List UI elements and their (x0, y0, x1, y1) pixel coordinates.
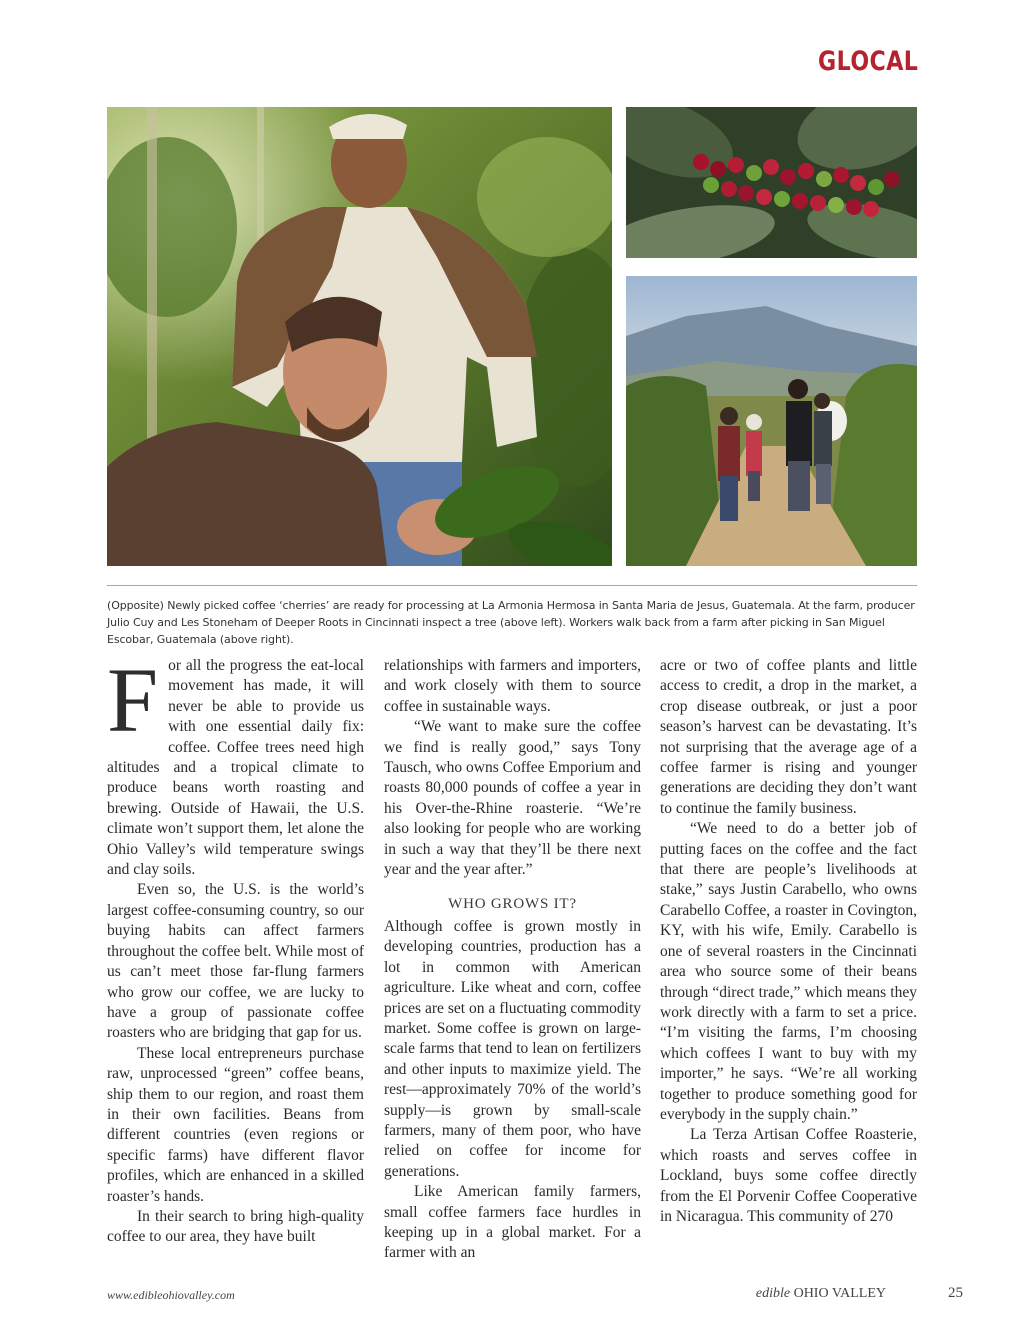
drop-cap: F (107, 649, 159, 751)
page-number: 25 (948, 1285, 963, 1301)
caption-divider (107, 585, 917, 586)
paragraph: Although coffee is grown mostly in developing countries, production has a lot in common with American agriculture. Like wheat and corn, coffee prices are set on a fluctuating commodity market. Some coffee is grown on large-scale farms that tend to lean on fertilizers and other inputs to maximize yield. The rest—approximately 70% of the world’s supply—is grown by small-scale farmers, many of them poor, who have relied on coffee for income for generations. (384, 917, 641, 1180)
section-tag: GLOCAL (817, 46, 918, 77)
photo-caption: (Opposite) Newly picked coffee ‘cherries’ are ready for processing at La Armonia Hermosa in Santa Maria de Jesus, Guatemala. At the farm, producer Julio Cuy and Les Stoneham of Deeper Roots in Cincinnati inspect a tree (above left). Workers walk back from a farm after picking in San Miguel Escobar, Guatemala (above right). (107, 599, 915, 646)
paragraph: “We want to make sure the coffee we find is really good,” says Tony Tausch, who owns Coffee Emporium and roasts 80,000 pounds of coffee a year in his Over-the-Rhine roasterie. “We’re also looking for people who are working in such a way that they’ll be there next year and the year after.” (384, 718, 641, 879)
photo-farmers-inspecting-tree (107, 107, 612, 566)
footer-brand-rest: OHIO VALLEY (793, 1286, 886, 1301)
paragraph: La Terza Artisan Coffee Roasterie, which roasts and serves coffee in Lockland, buys some coffee directly from the El Porvenir Coffee Cooperative in Nicaragua. This community of 270 (660, 1126, 917, 1225)
photo-workers-walking-path (626, 276, 917, 566)
paragraph: relationships with farmers and importers, and work closely with them to source coffee in sustainable ways. (384, 657, 641, 715)
photo-coffee-cherries (626, 107, 917, 258)
paragraph: “We need to do a better job of putting faces on the coffee and the fact that there are people’s livelihoods at stake,” says Justin Carabello, who owns Carabello Coffee, a roaster in Covington, KY, with his wife, Emily. Carabello is one of several roasters in the Cincinnati area who source some of their beans through “direct trade,” which means they work directly with a farm to set a price. “I’m visiting the farms, I’m choosing which coffees I want to buy with my importer,” he says. “We’re all working together to produce something good for everybody in the supply chain.” (660, 820, 917, 1123)
paragraph: Even so, the U.S. is the world’s largest coffee-consuming country, so our buying habits can affect farmers throughout the coffee belt. While most of us can’t meet those far-flung farmers who grow our coffee, we are lucky to have a group of passionate coffee roasters who are bridging that gap for us. (107, 881, 364, 1042)
paragraph: Like American family farmers, small coffee farmers face hurdles in keeping up in a global market. For a farmer with an (384, 1183, 641, 1262)
footer-website-url: www.edibleohiovalley.com (107, 1288, 235, 1302)
paragraph-text: or all the progress the eat-local movement has made, it will never be able to provide us with one essential daily fix: coffee. Coffee trees need high altitudes and a tropical climate to produce beans worth roasting and brewing. Outside of Hawaii, the U.S. climate won’t support them, let alone the Ohio Valley’s wild temperature swings and clay soils. (107, 657, 364, 879)
article-column-1 (107, 649, 364, 1248)
section-subhead: WHO GROWS IT? (448, 896, 577, 913)
paragraph (107, 649, 364, 880)
article-column-3 (660, 656, 917, 1227)
article-column-2 (384, 656, 641, 1264)
footer-magazine-name (756, 1286, 886, 1302)
paragraph: These local entrepreneurs purchase raw, unprocessed “green” coffee beans, ship them to our region, and roast them in their own facilities. Beans from different countries (even regions or specific farms) have different flavor profiles, which are enhanced in a skilled roaster’s hands. (107, 1044, 364, 1205)
paragraph: In their search to bring high-quality coffee to our area, they have built (107, 1207, 364, 1246)
paragraph: acre or two of coffee plants and little access to credit, a drop in the market, a crop disease outbreak, or just a poor season’s harvest can be devastating. It’s not surprising that the average age of a coffee farmer is rising and younger generations are deciding they don’t want to continue the family business. (660, 657, 917, 817)
footer-brand-italic: edible (755, 1286, 791, 1301)
